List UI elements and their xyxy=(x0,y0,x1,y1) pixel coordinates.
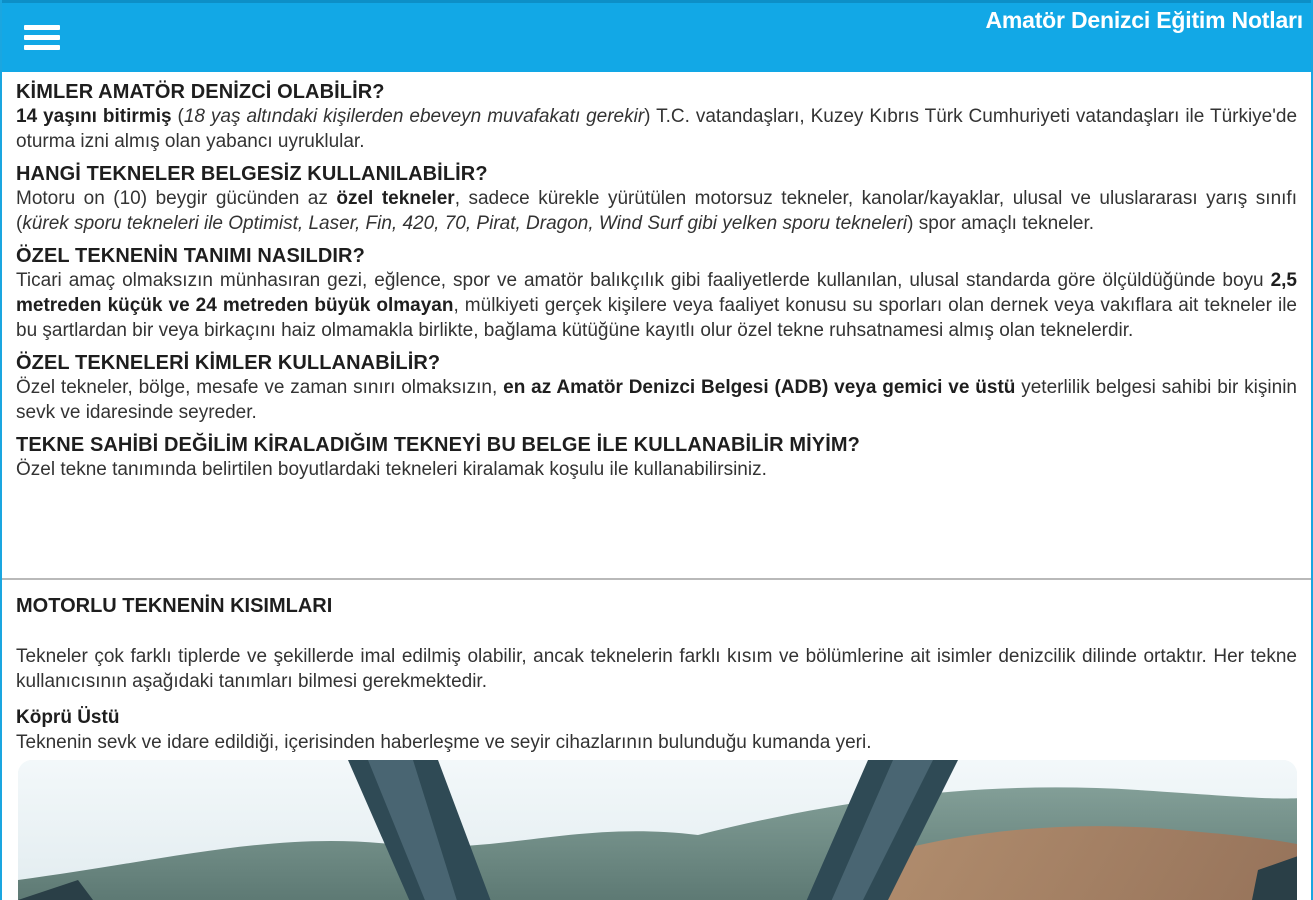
faq-item xyxy=(16,351,1297,425)
menu-line xyxy=(24,45,60,50)
answer-text: Ticari amaç olmaksızın münhasıran gezi, eğlence, spor ve amatör balıkçılık gibi faaliyetlerde kullanılan, ulusal standarda göre ölçüldüğünde boyu xyxy=(16,270,1271,291)
answer-text: Özel tekneler, bölge, mesafe ve zaman sınırı olmaksızın, xyxy=(16,377,504,398)
answer-text: ) T.C. vatandaşları, Kuzey Kıbrıs Türk Cumhuriyeti vatandaşları ile Türkiye'de oturma izni almış olan yabancı uyruklular. xyxy=(16,106,1298,152)
answer-bold: özel tekneler xyxy=(336,188,455,209)
faq-answer xyxy=(16,457,1297,482)
faq-item xyxy=(16,244,1297,343)
answer-text: , mülkiyeti gerçek kişilere veya faaliyet konusu su sporları olan dernek veya vakıflara ait tekneler ile bu şartlardan bir veya birkaçını haiz olmamakla birlikte, bağlama kütüğüne kayıtlı olur özel tekne ruhsatnamesi almış olan teknelerdir. xyxy=(16,295,1297,341)
faq-item xyxy=(16,433,1297,482)
subsection-text: Teknenin sevk ve idare edildiği, içerisinden haberleşme ve seyir cihazlarının bulunduğu kumanda yeri. xyxy=(16,732,872,753)
answer-bold: en az Amatör Denizci Belgesi (ADB) veya gemici ve üstü xyxy=(503,377,1016,398)
answer-text: Motoru on (10) beygir gücünden az xyxy=(16,188,337,209)
faq-question: ÖZEL TEKNELERİ KİMLER KULLANABİLİR? xyxy=(16,352,441,374)
hamburger-menu-icon[interactable] xyxy=(24,22,60,54)
faq-question: TEKNE SAHİBİ DEĞİLİM KİRALADIĞIM TEKNEYİ BU BELGE İLE KULLANABİLİR MİYİM? xyxy=(16,434,860,456)
faq-answer xyxy=(16,268,1297,343)
answer-text: ( xyxy=(171,106,184,127)
section-intro: Tekneler çok farklı tiplerde ve şekillerde imal edilmiş olabilir, ancak teknelerin farklı kısım ve bölümlerine ait isimler denizcilik dilinde ortaktır. Her tekne kullanıcısının aşağıdaki tanımları bilmesi gerekmektedir. xyxy=(16,646,1297,692)
faq-section xyxy=(16,72,1297,482)
app-title: Amatör Denizci Eğitim Notları xyxy=(985,7,1303,33)
faq-answer xyxy=(16,186,1297,236)
answer-bold: 14 yaşını bitirmiş xyxy=(16,106,172,127)
answer-bold: 2,5 metreden küçük ve 24 metreden büyük olmayan xyxy=(16,270,1297,316)
faq-item xyxy=(16,162,1297,236)
menu-line xyxy=(24,35,60,40)
answer-italic: kürek sporu tekneleri ile Optimist, Laser, Fin, 420, 70, Pirat, Dragon, Wind Surf gibi yelken sporu tekneleri xyxy=(22,213,908,234)
section-divider xyxy=(2,578,1311,580)
faq-answer xyxy=(16,375,1297,425)
bridge-photo-illustration xyxy=(18,760,1297,900)
faq-question: ÖZEL TEKNENİN TANIMI NASILDIR? xyxy=(16,245,365,267)
faq-answer xyxy=(16,104,1297,154)
answer-italic: 18 yaş altındaki kişilerden ebeveyn muvafakatı gerekir xyxy=(183,106,645,127)
app-bar xyxy=(2,0,1311,72)
bridge-photo xyxy=(18,760,1297,900)
faq-question: HANGİ TEKNELER BELGESİZ KULLANILABİLİR? xyxy=(16,163,488,185)
section-title: MOTORLU TEKNENİN KISIMLARI xyxy=(16,595,333,617)
menu-line xyxy=(24,25,60,30)
answer-text: yeterlilik belgesi sahibi bir kişinin sevk ve idaresinde seyreder. xyxy=(16,377,1297,423)
boat-parts-section xyxy=(16,594,1297,755)
main-content xyxy=(16,72,1297,490)
faq-item xyxy=(16,80,1297,154)
answer-text: , sadece kürekle yürütülen motorsuz tekneler, kanolar/kayaklar, ulusal ve uluslararası yarış sınıfı ( xyxy=(16,188,1297,234)
answer-text: ) spor amaçlı tekneler. xyxy=(907,213,1095,234)
subsection-title: Köprü Üstü xyxy=(16,707,120,728)
faq-question: KİMLER AMATÖR DENİZCİ OLABİLİR? xyxy=(16,81,385,103)
answer-text: Özel tekne tanımında belirtilen boyutlardaki tekneleri kiralamak koşulu ile kullanabilirsiniz. xyxy=(16,459,767,480)
